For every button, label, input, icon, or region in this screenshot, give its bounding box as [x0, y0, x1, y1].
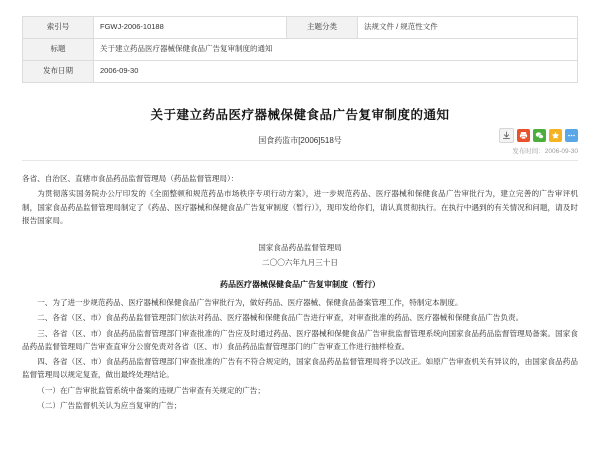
meta-label-category: 主题分类: [287, 17, 358, 39]
header-divider: [22, 160, 578, 161]
table-row: [23, 61, 578, 83]
publish-time-label: 发布时间：2006-09-30: [512, 148, 578, 155]
download-icon[interactable]: [499, 128, 514, 143]
meta-label-title: 标题: [23, 39, 94, 61]
document-number: 国食药监市[2006]518号: [258, 136, 342, 145]
body-item-2: 二、各省（区、市）食品药品监督管理部门依法对药品、医疗器械和保健食品广告进行审查，对审查批准的药品、医疗器械和保健食品广告负责。: [37, 313, 524, 323]
meta-value-index: FGWJ-2006-10188: [94, 17, 287, 39]
table-row: [23, 17, 578, 39]
meta-value-publish-date: 2006-09-30: [94, 61, 578, 83]
page-title: 关于建立药品医疗器械保健食品广告复审制度的通知: [150, 108, 450, 122]
metadata-table: [22, 16, 578, 83]
signature-block: [22, 241, 578, 270]
section-title: 药品医疗器械保健食品广告复审制度（暂行）: [220, 279, 380, 289]
meta-label-index: 索引号: [23, 17, 94, 39]
weixin-icon[interactable]: [533, 129, 546, 142]
table-row: [23, 39, 578, 61]
body-item-5: （一）在广告审批监管系统中备案的违规广告审查有关规定的广告；: [37, 385, 265, 395]
more-icon[interactable]: [565, 129, 578, 142]
signature-organization: 国家食品药品监督管理局: [258, 243, 342, 253]
body-paragraph-1: 为贯彻落实国务院办公厅印发的《全面整顿和规范药品市场秩序专项行动方案》，进一步规范药品、医疗器械和保健食品广告审批行为，建立完善的广告审评机制，国家食品药品监督管理局制定了《药品、医疗器械和保健食品广告复审制度（暂行）》，现印发给你们，请认真贯彻执行。在执行中遇到的有关情况和问题，请及时报告国家局。: [22, 189, 578, 225]
body-item-3: 三、各省（区、市）食品药品监督管理部门审查批准的广告应及时通过药品、医疗器械和保健食品广告审批监督管理系统向国家食品药品监督管理局备案。国家食品药品监督管理局广告审查直审分公窗免责对各省（区、市）食品药品监督管理部门的广告审查工作进行抽样检查。: [22, 328, 578, 351]
meta-label-publish-date: 发布日期: [23, 61, 94, 83]
meta-value-category: 法规文件 / 规范性文件: [358, 17, 578, 39]
action-toolbar: [499, 128, 578, 143]
body-item-4: 四、各省（区、市）食品药品监督管理部门审查批准的广告有不符合规定的，国家食品药品监督管理局将予以改正。如原广告审查机关有异议的，由国家食品药品监督管理局以规定复查，做出最终处理结论。: [22, 357, 578, 380]
body-item-1: 一、为了进一步规范药品、医疗器械和保健食品广告审批行为，做好药品、医疗器械、保健食品备案管理工作，特制定本制度。: [37, 297, 463, 307]
addressee-line: 各省、自治区、直辖市食品药品监督管理局（药品监督管理局）：: [22, 174, 239, 183]
favorite-icon[interactable]: [549, 129, 562, 142]
meta-value-title: 关于建立药品医疗器械保健食品广告复审制度的通知: [94, 39, 578, 61]
spacer: [22, 229, 578, 235]
print-icon[interactable]: [517, 129, 530, 142]
signature-date: 二〇〇六年九月三十日: [262, 257, 338, 267]
document-body: [22, 172, 578, 414]
body-item-6: （二）广告监督机关认为应当复审的广告；: [37, 400, 182, 410]
